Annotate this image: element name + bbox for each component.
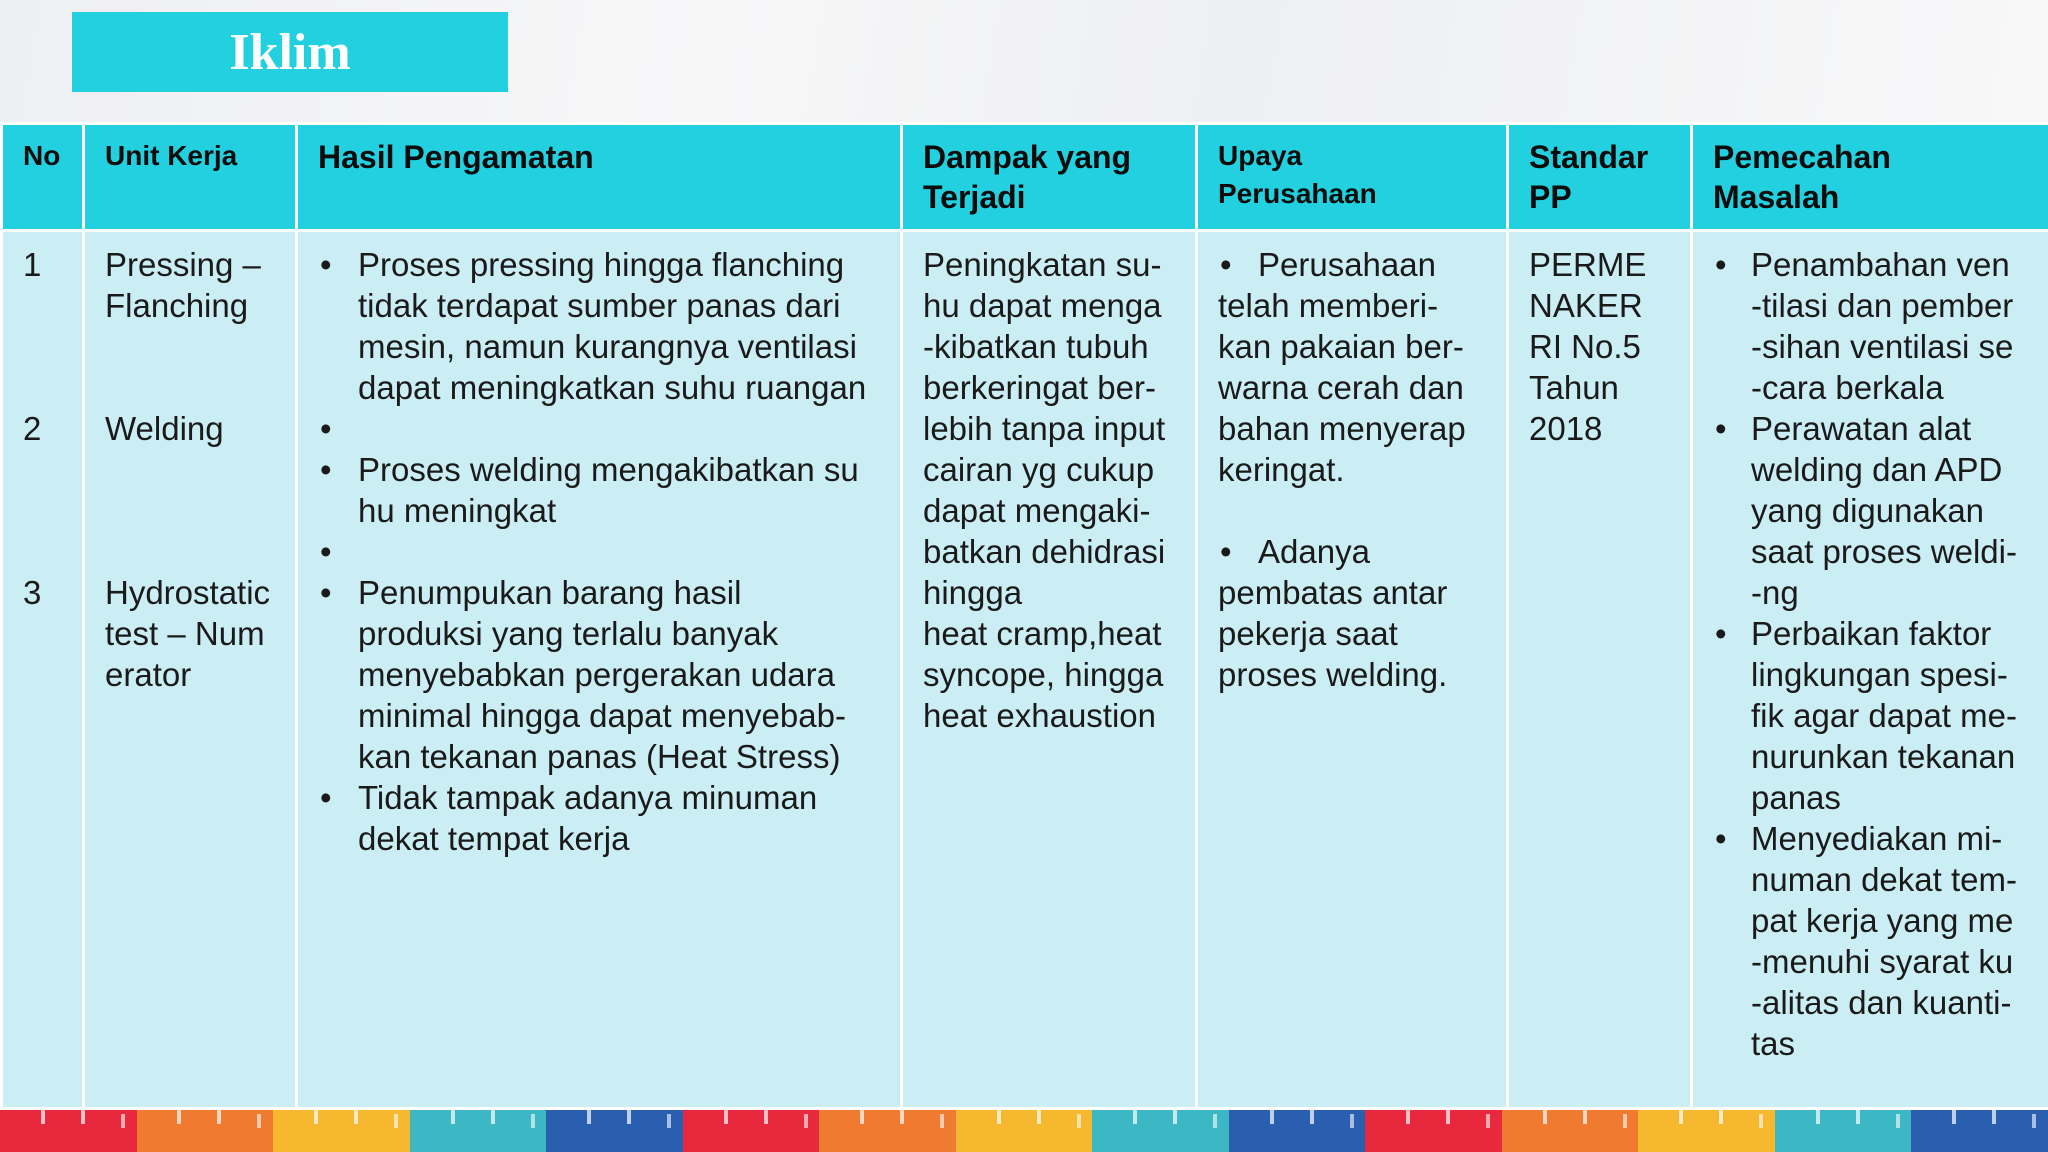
upaya-2-line1: • Adanya [1258,533,1370,570]
spacer [23,531,66,572]
spacer [105,367,279,408]
upaya-list [1218,244,1490,285]
header-unit-kerja [84,124,297,231]
pemecahan-3-line: panas [1751,779,1841,816]
header-pemecahan-line2: Masalah [1713,179,1840,215]
color-segment [819,1110,956,1152]
hasil-2-line2: hu meningkat [358,492,557,529]
dampak-line: heat exhaustion [923,697,1157,734]
color-segment [683,1110,820,1152]
list-item [1713,244,2032,408]
pemecahan-3-line: • Perbaikan faktor [1751,615,1992,652]
spacer [23,285,66,326]
pemecahan-2-line: -ng [1751,574,1799,611]
spacer [23,367,66,408]
unit-hydrostatic-line1: Hydrostatic [105,574,271,611]
list-item [318,777,884,859]
pemecahan-list [1713,244,2032,1064]
hasil-list [318,244,884,859]
hasil-1-line2: tidak terdapat sumber panas dari [358,287,841,324]
dampak-line: hu dapat menga [923,287,1162,324]
hasil-3-line2: produksi yang terlalu banyak [358,615,779,652]
header-pemecahan [1692,124,2048,231]
cell-upaya [1197,231,1508,1109]
pemecahan-3-line: lingkungan spesi- [1751,656,2008,693]
color-segment [546,1110,683,1152]
list-item [318,449,884,531]
pemecahan-4-line: -alitas dan kuanti- [1751,984,2012,1021]
header-standar-line1: Standar [1529,139,1649,175]
upaya-1-line6: keringat. [1218,451,1345,488]
list-item [1218,244,1490,285]
header-standar [1508,124,1692,231]
list-item [318,244,884,408]
pemecahan-4-line: tas [1751,1025,1796,1062]
pemecahan-1-line: -tilasi dan pember [1751,287,2014,324]
hasil-1-line4: dapat meningkatkan suhu ruangan [358,369,867,406]
standar-line: 2018 [1529,410,1603,447]
dampak-line: syncope, hingga [923,656,1164,693]
color-segment [1365,1110,1502,1152]
header-no [2,124,84,231]
upaya-1-line1: • Perusahaan [1258,246,1436,283]
upaya-list [1218,531,1490,572]
standar-line: Tahun [1529,369,1619,406]
list-item [318,572,884,777]
pemecahan-1-line: -sihan ventilasi se [1751,328,2014,365]
dampak-line: lebih tanpa input [923,410,1166,447]
color-segment [273,1110,410,1152]
pemecahan-2-line: welding dan APD [1751,451,2003,488]
dampak-line: cairan yg cukup [923,451,1155,488]
row-number-2: 2 [23,410,42,447]
cell-no [2,231,84,1109]
dampak-line: berkeringat ber- [923,369,1156,406]
slide-title-box [72,12,508,92]
spacer [23,449,66,490]
table-header-row [2,124,2048,231]
color-segment [0,1110,137,1152]
dampak-line: Peningkatan su- [923,246,1162,283]
header-pemecahan-line1: Pemecahan [1713,139,1891,175]
spacer [318,408,884,449]
pemecahan-4-line: numan dekat tem- [1751,861,2017,898]
spacer [23,490,66,531]
unit-hydrostatic-line2: test – Num [105,615,265,652]
header-dampak-line2: Terjadi [923,179,1026,215]
row-number-3: 3 [23,574,42,611]
header-dampak-line1: Dampak yang [923,139,1132,175]
unit-pressing-line2: Flanching [105,287,249,324]
color-segment [410,1110,547,1152]
row-number-1: 1 [23,246,42,283]
upaya-1-line3: kan pakaian ber- [1218,328,1464,365]
hasil-4-line2: dekat tempat kerja [358,820,630,857]
pemecahan-1-line: • Penambahan ven [1751,246,2010,283]
pemecahan-3-line: fik agar dapat me- [1751,697,2017,734]
spacer [105,326,279,367]
header-hasil-pengamatan [297,124,902,231]
hasil-3-line4: minimal hingga dapat menyebab- [358,697,846,734]
header-dampak [902,124,1197,231]
spacer [318,531,884,572]
hasil-1-line1: • Proses pressing hingga flanching [358,246,845,283]
list-item [1713,408,2032,613]
dampak-line: -kibatkan tubuh [923,328,1149,365]
color-segment [1638,1110,1775,1152]
unit-welding: Welding [105,410,224,447]
color-segment [1502,1110,1639,1152]
table-row [2,231,2048,1109]
upaya-2-line2: pembatas antar [1218,574,1448,611]
spacer [105,531,279,572]
dampak-line: dapat mengaki- [923,492,1151,529]
header-upaya [1197,124,1508,231]
pemecahan-2-line: • Perawatan alat [1751,410,1972,447]
hasil-3-line1: • Penumpukan barang hasil [358,574,742,611]
spacer [1218,490,1490,531]
header-unit-kerja-label: Unit Kerja [105,140,238,171]
upaya-2-line3: pekerja saat [1218,615,1398,652]
cell-standar-pp [1508,231,1692,1109]
spacer [105,449,279,490]
color-segment [137,1110,274,1152]
slide-title: Iklim [229,23,351,81]
pemecahan-2-line: saat proses weldi- [1751,533,2017,570]
color-segment [1775,1110,1912,1152]
header-no-label: No [23,140,61,171]
upaya-2-line4: proses welding. [1218,656,1448,693]
cell-pemecahan-masalah [1692,231,2048,1109]
header-upaya-line2: Perusahaan [1218,178,1377,209]
color-segment [1911,1110,2048,1152]
standar-line: NAKER [1529,287,1643,324]
dampak-line: batkan dehidrasi [923,533,1166,570]
list-item [1713,818,2032,1064]
unit-pressing-line1: Pressing – [105,246,261,283]
hasil-1-line3: mesin, namun kurangnya ventilasi [358,328,857,365]
hasil-4-line1: • Tidak tampak adanya minuman [358,779,818,816]
hasil-2-line1: • Proses welding mengakibatkan su [358,451,859,488]
pemecahan-4-line: pat kerja yang me [1751,902,2014,939]
upaya-1-line2: telah memberi- [1218,287,1439,324]
decorative-color-bar [0,1110,2048,1152]
header-standar-line2: PP [1529,179,1572,215]
spacer [105,490,279,531]
color-segment [1229,1110,1366,1152]
color-segment [1092,1110,1229,1152]
header-hasil-label: Hasil Pengamatan [318,139,594,175]
spacer [23,326,66,367]
color-segment [956,1110,1093,1152]
pemecahan-1-line: -cara berkala [1751,369,1944,406]
cell-dampak [902,231,1197,1109]
standar-line: PERME [1529,246,1647,283]
upaya-1-line4: warna cerah dan [1218,369,1464,406]
climate-table [0,122,2048,1110]
pemecahan-4-line: -menuhi syarat ku [1751,943,2014,980]
pemecahan-2-line: yang digunakan [1751,492,1985,529]
pemecahan-4-line: • Menyediakan mi- [1751,820,2003,857]
list-item [1713,613,2032,818]
standar-line: RI No.5 [1529,328,1641,365]
hasil-3-line5: kan tekanan panas (Heat Stress) [358,738,841,775]
dampak-line: hingga [923,574,1023,611]
header-upaya-line1: Upaya [1218,140,1303,171]
list-item [1218,531,1490,572]
unit-hydrostatic-line3: erator [105,656,192,693]
cell-hasil-pengamatan [297,231,902,1109]
upaya-1-line5: bahan menyerap [1218,410,1466,447]
dampak-line: heat cramp,heat [923,615,1162,652]
cell-unit-kerja [84,231,297,1109]
pemecahan-3-line: nurunkan tekanan [1751,738,2016,775]
hasil-3-line3: menyebabkan pergerakan udara [358,656,836,693]
